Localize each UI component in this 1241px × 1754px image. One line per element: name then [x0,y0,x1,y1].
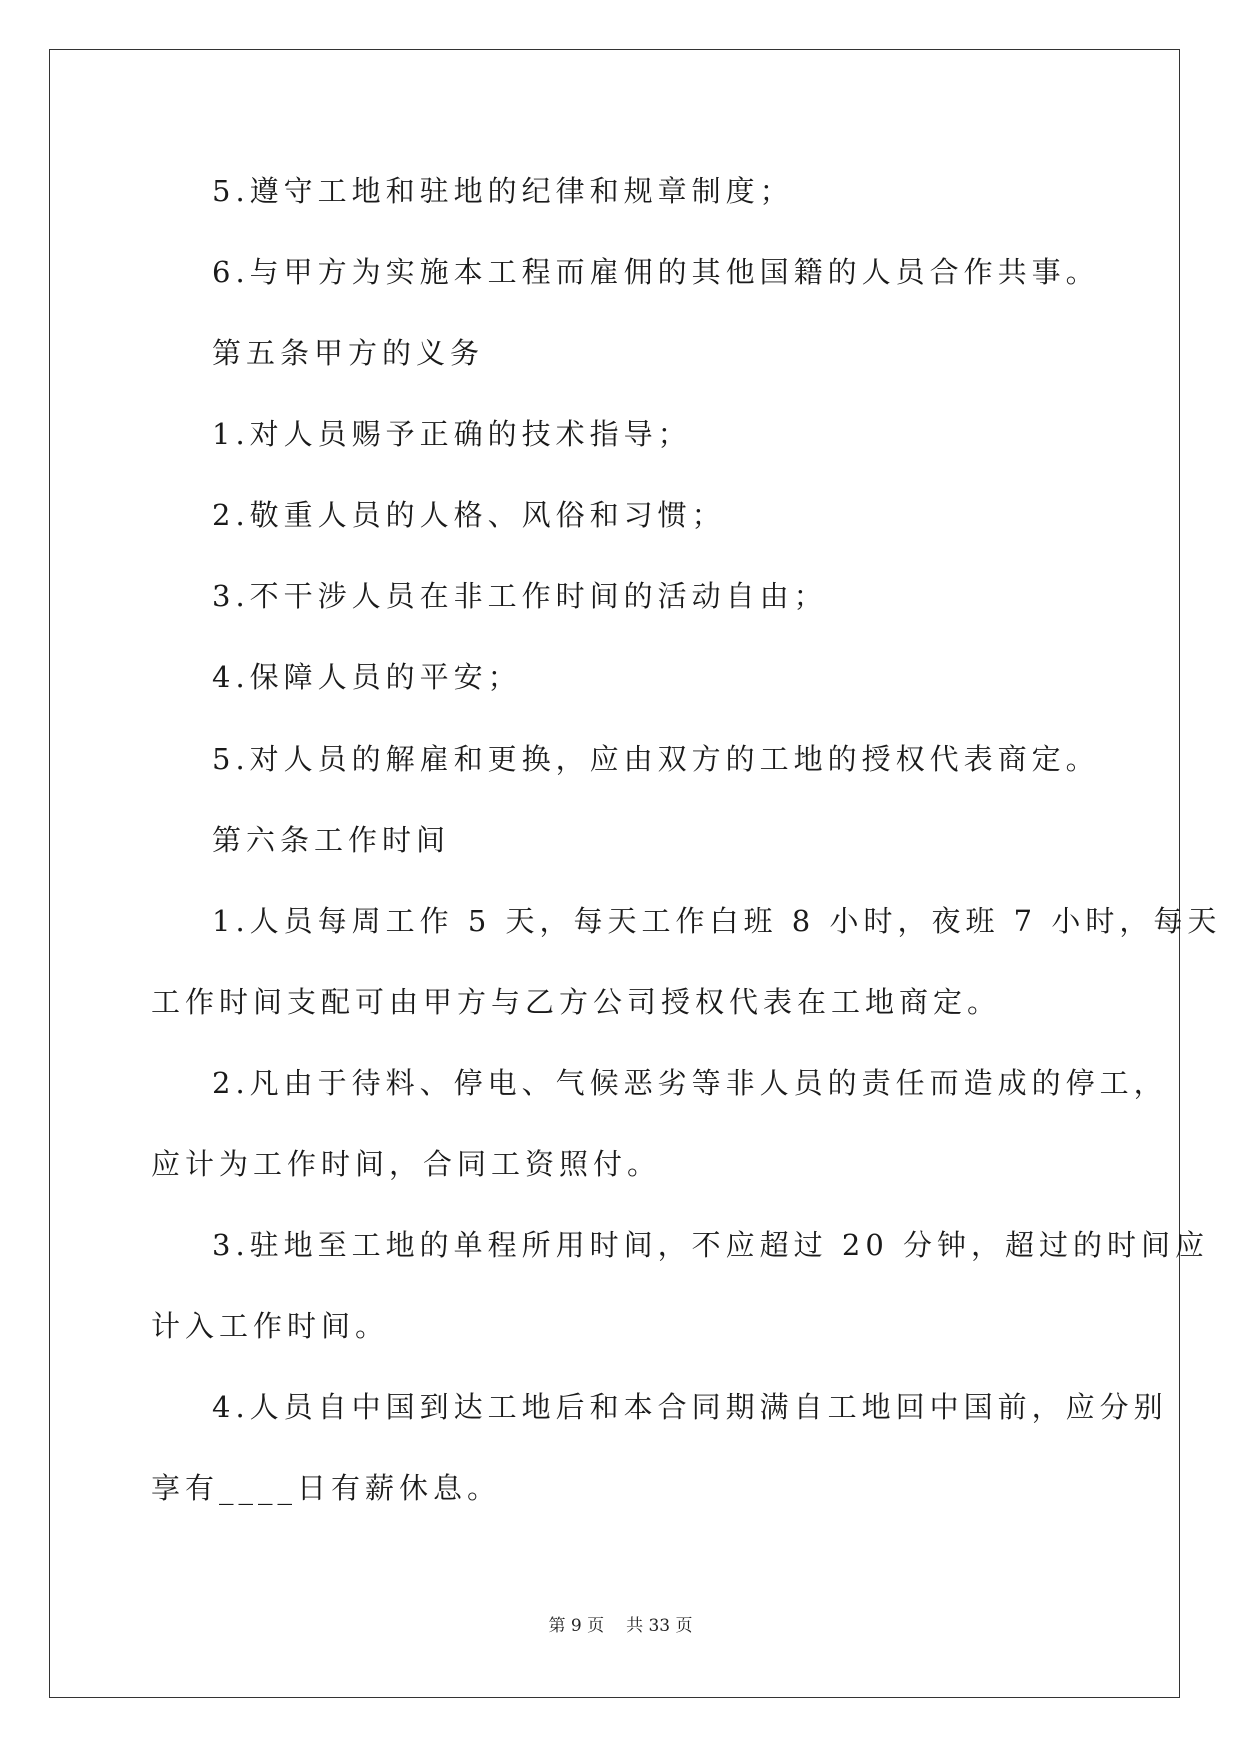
paragraph-line: 6.与甲方为实施本工程而雇佣的其他国籍的人员合作共事。 [212,255,1100,289]
paragraph-line: 应计为工作时间，合同工资照付。 [151,1147,662,1181]
paragraph-line: 2.敬重人员的人格、风俗和习惯； [212,498,726,532]
page-footer [0,1614,1241,1638]
paragraph-line: 3.驻地至工地的单程所用时间，不应超过 20 分钟，超过的时间应 [212,1228,1210,1262]
section-heading: 第五条甲方的义务 [212,336,485,370]
paragraph-line: 计入工作时间。 [151,1309,390,1343]
page-total: 共 33 页 [626,1616,693,1636]
paragraph-line: 2.凡由于待料、停电、气候恶劣等非人员的责任而造成的停工， [212,1066,1168,1100]
paragraph-line: 1.对人员赐予正确的技术指导； [212,417,692,451]
page-border [49,49,1180,1698]
paragraph-line: 工作时间支配可由甲方与乙方公司授权代表在工地商定。 [151,985,1002,1019]
paragraph-line: 3.不干涉人员在非工作时间的活动自由； [212,579,828,613]
section-heading: 第六条工作时间 [212,823,451,857]
paragraph-line: 1.人员每周工作 5 天，每天工作白班 8 小时，夜班 7 小时，每天 [212,904,1222,938]
page-number: 第 9 页 [548,1616,605,1636]
paragraph-line: 4.保障人员的平安； [212,660,522,694]
paragraph-line: 享有____日有薪休息。 [151,1471,502,1505]
paragraph-line: 5.遵守工地和驻地的纪律和规章制度； [212,174,794,208]
paragraph-line: 4.人员自中国到达工地后和本合同期满自工地回中国前，应分别 [212,1390,1168,1424]
paragraph-line: 5.对人员的解雇和更换，应由双方的工地的授权代表商定。 [212,742,1100,776]
